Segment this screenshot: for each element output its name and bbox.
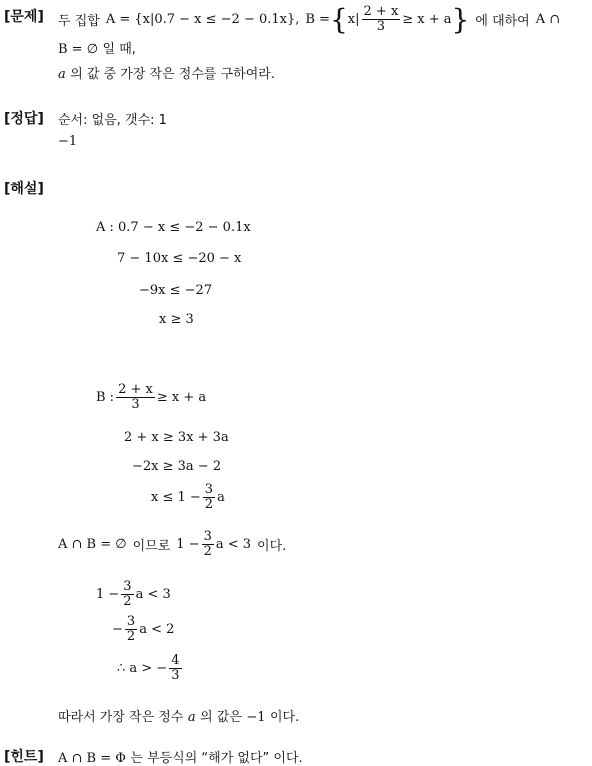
hint-label: [힌트] <box>4 749 44 765</box>
solution-b-4: x ≤ 1 − $\frac{3}{2}$ a <box>151 482 225 512</box>
var-a: a <box>58 67 66 82</box>
problem-line-1 <box>58 2 560 36</box>
solution-b-2: 2 + x ≥ 3x + 3a <box>124 430 229 445</box>
solution-b-3: −2x ≥ 3a − 2 <box>132 459 222 474</box>
problem-text-3: 일 때, <box>102 42 136 57</box>
problem-line-3 <box>58 63 275 82</box>
set-b-fraction: $\frac{2 + x}{3}$ <box>363 3 399 34</box>
answer-value: −1 <box>58 134 78 149</box>
set-b-var: x| <box>347 11 360 27</box>
solution-b-1-fraction: $\frac{2 + x}{3}$ <box>118 382 153 412</box>
answer-line-1: 순서: 없음, 갯수: 1 <box>58 113 167 128</box>
solution-a-4: x ≥ 3 <box>159 312 194 327</box>
solution-label: [해설] <box>4 181 44 197</box>
solution-a-1: A : 0.7 − x ≤ −2 − 0.1x <box>96 220 251 235</box>
a-cap-start: A ∩ <box>535 11 561 27</box>
problem-text-1: 두 집합 <box>58 13 100 29</box>
solution-a-2: 7 − 10x ≤ −20 − x <box>117 251 242 266</box>
answer-label: [정답] <box>4 111 44 127</box>
set-a-definition: A = {x|0.7 − x ≤ −2 − 0.1x}, <box>105 11 300 27</box>
set-b-lhs: B = <box>305 11 330 27</box>
set-b-rhs: ≥ x + a <box>402 11 452 27</box>
solution-condition: A ∩ B = ∅ 이므로 1 − $\frac{3}{2}$ a < 3 이다. <box>58 529 287 559</box>
b-empty-set: B = ∅ <box>58 42 99 57</box>
problem-text-4: 의 값 중 가장 작은 정수를 구하여라. <box>70 67 275 82</box>
hint-line: A ∩ B = Φ 는 부등식의 “해가 없다” 이다. <box>58 751 303 766</box>
solution-condition-fraction: $\frac{3}{2}$ <box>203 529 212 559</box>
solution-a-3: −9x ≤ −27 <box>139 283 213 298</box>
solution-b-1: B : $\frac{2 + x}{3}$ ≥ x + a <box>96 382 207 412</box>
right-brace: } <box>451 2 470 36</box>
problem-line-2 <box>58 38 136 57</box>
solution-d-1: 1 − $\frac{3}{2}$ a < 3 <box>96 579 171 609</box>
problem-label: [문제] <box>4 9 44 25</box>
solution-b-4-fraction: $\frac{3}{2}$ <box>204 482 214 512</box>
solution-d-3: ∴ a > − $\frac{4}{3}$ <box>117 653 180 683</box>
solution-conclusion: 따라서 가장 작은 정수 a 의 값은 −1 이다. <box>58 710 300 725</box>
problem-text-2: 에 대하여 <box>475 13 530 29</box>
solution-d-2: − $\frac{3}{2}$ a < 2 <box>112 614 175 644</box>
left-brace: { <box>329 2 348 36</box>
